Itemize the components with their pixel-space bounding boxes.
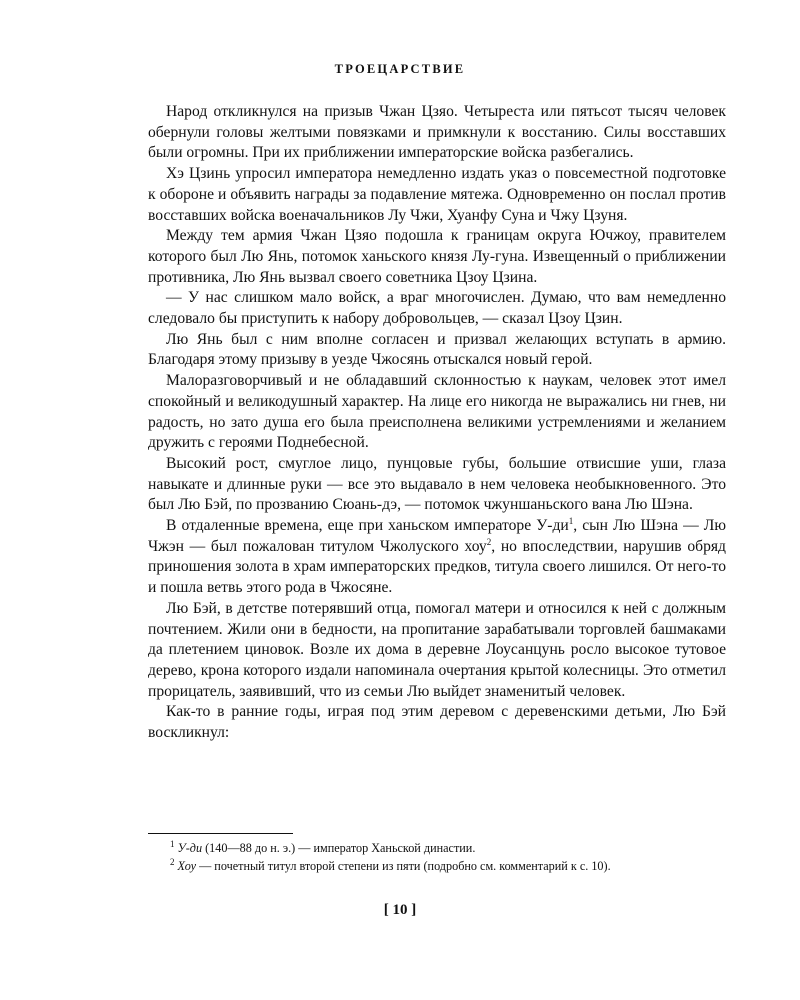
footnote-divider <box>148 833 293 834</box>
paragraph: Как-то в ранние годы, играя под этим деревом с деревенскими детьми, Лю Бэй воскликнул: <box>148 703 726 742</box>
paragraph: — У нас слишком мало войск, а враг многочислен. Думаю, что вам немедленно следовало бы приступить к набору добровольцев, — сказал Цзоу Цзин. <box>148 289 726 328</box>
footnote-term: У-ди <box>177 841 203 855</box>
footnote-term: Хоу <box>177 859 197 873</box>
paragraph: Лю Бэй, в детстве потерявший отца, помогал матери и относился к ней с должным почтением. Жили они в бедности, на пропитание зарабатывали торговлей башмаками да плетением циновок. Возле их дома в деревне Лоусанцунь росло высокое тутовое дерево, крона которого издали напоминала очертания крытой колесницы. Это отметил прорицатель, заявивший, что из семьи Лю выйдет знаменитый человек. <box>148 599 726 700</box>
running-head: ТРОЕЦАРСТВИЕ <box>334 62 466 76</box>
text-run: , сын Лю Шэна — Лю Чжэн — был пожалован титулом Чжолуского хоу <box>148 517 726 555</box>
footnote-text: (140—88 до н. э.) — император Ханьской династии. <box>202 841 476 855</box>
footnote-mark: 2 <box>170 856 175 867</box>
text-run: , но впоследствии, нарушив обряд приношения золота в храм императорских предков, титула своего лишился. От него-то и пошла ветвь этого рода в Чжосяне. <box>148 537 726 597</box>
page-number: [ 10 ] <box>383 902 417 918</box>
paragraph: Народ откликнулся на призыв Чжан Цзяо. Четыреста или пятьсот тысяч человек обернули головы желтыми повязками и примкнули к восстанию. Силы восставших были огромны. При их приближении императорские войска разбегались. <box>148 103 726 162</box>
footnote-ref[interactable]: 1 <box>568 515 574 526</box>
footnote-text: — почетный титул второй степени из пяти (подробно см. комментарий к с. 10). <box>196 859 611 873</box>
paragraph-with-footnote-refs <box>148 516 726 599</box>
body-text <box>148 102 726 744</box>
footnote-ref[interactable]: 2 <box>486 536 492 547</box>
text-run: В отдаленные времена, еще при ханьском императоре У-ди <box>166 517 569 535</box>
paragraph: Малоразговорчивый и не обладавший склонностью к наукам, человек этот имел спокойный и великодушный характер. На лице его никогда не выражались ни гнев, ни радость, но зато душа его была преисполнена великими устремлениями и желанием дружить с героями Поднебесной. <box>148 372 726 452</box>
paragraph: Хэ Цзинь упросил императора немедленно издать указ о повсеместной подготовке к обороне и объявить награды за подавление мятежа. Одновременно он послал против восставших войска военачальников Лу Чжи, Хуанфу Суна и Чжу Цзуня. <box>148 165 726 224</box>
paragraph: Лю Янь был с ним вполне согласен и призвал желающих вступать в армию. Благодаря этому призыву в уезде Чжосянь отыскался новый герой. <box>148 330 726 369</box>
paragraph: Высокий рост, смуглое лицо, пунцовые губы, большие отвисшие уши, глаза навыкате и длинные руки — все это выдавало в нем человека необыкновенного. Это был Лю Бэй, по прозванию Сюань-дэ, — потомок чжуншаньского вана Лю Шэна. <box>148 454 726 514</box>
footnotes <box>148 840 726 876</box>
paragraph: Между тем армия Чжан Цзяо подошла к границам округа Ючжоу, правителем которого был Лю Янь, потомок ханьского князя Лу-гуна. Извещенный о приближении противника, Лю Янь вызвал своего советника Цзоу Цзина. <box>148 227 726 286</box>
footnote <box>148 858 726 874</box>
footnote-mark: 1 <box>170 838 175 849</box>
footnote <box>148 840 726 856</box>
